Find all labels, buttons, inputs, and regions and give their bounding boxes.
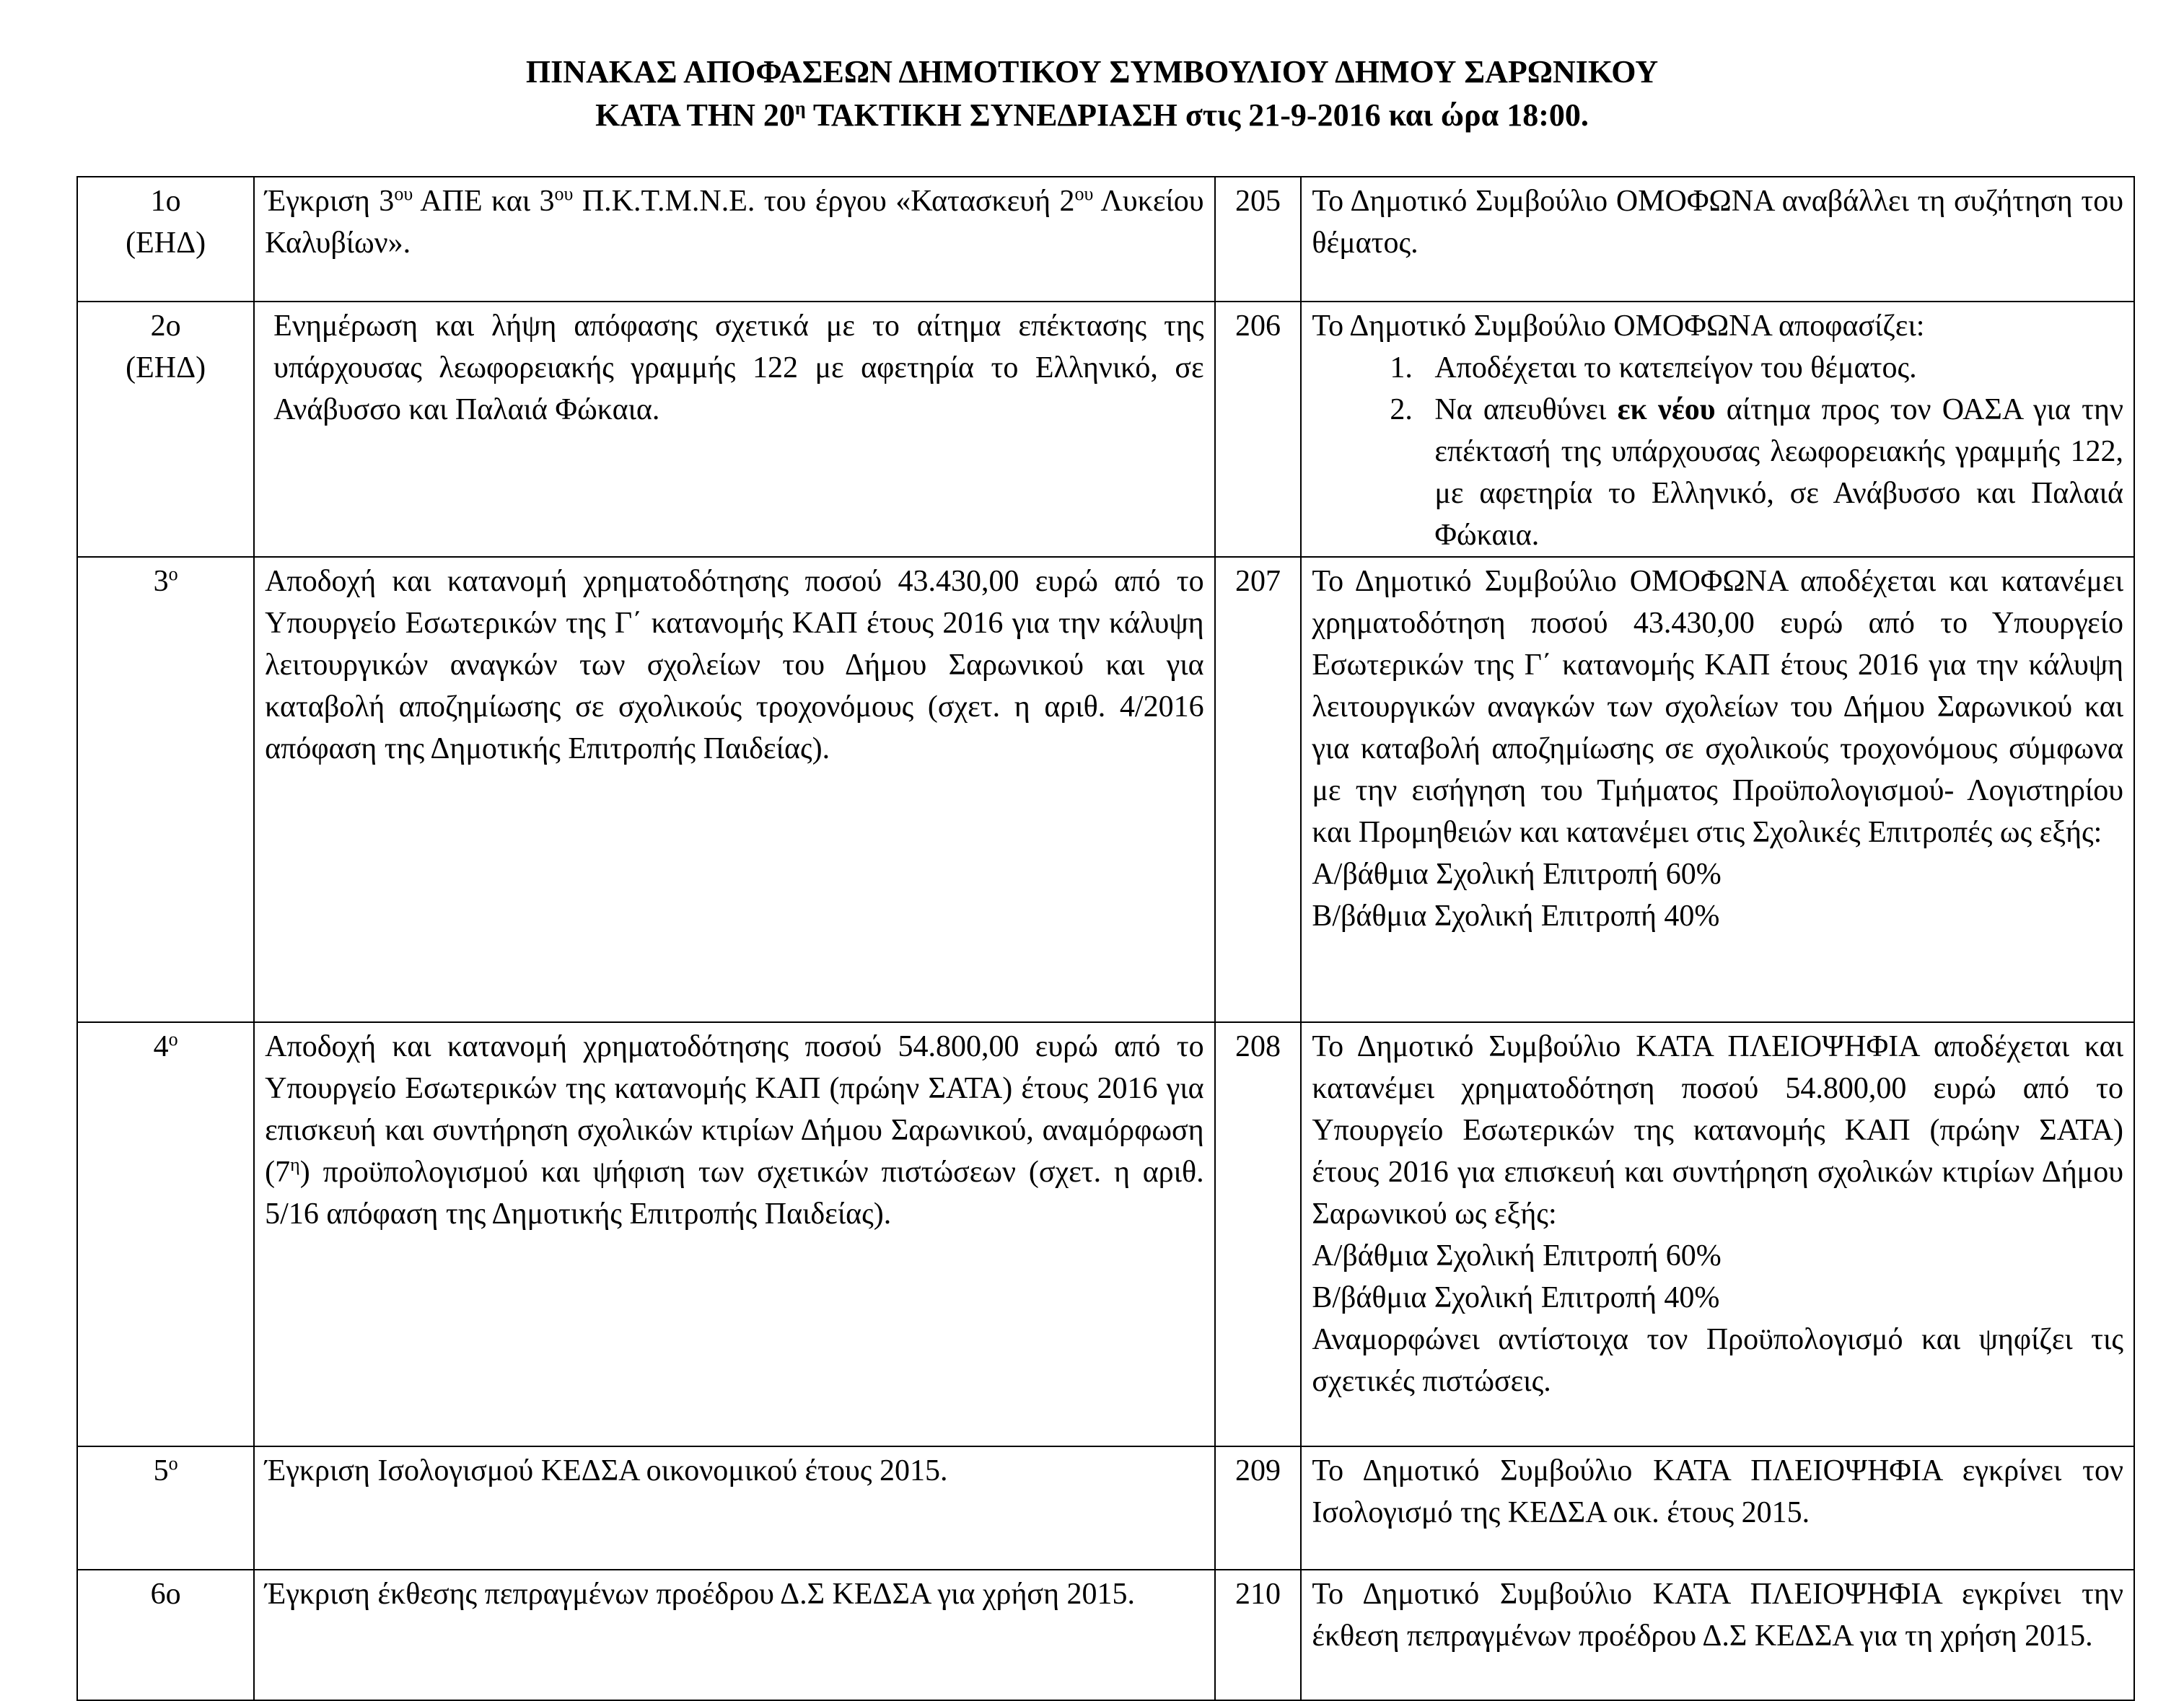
title-line-1: ΠΙΝΑΚΑΣ ΑΠΟΦΑΣΕΩΝ ΔΗΜΟΤΙΚΟΥ ΣΥΜΒΟΥΛΙΟΥ ΔΗΜΟΥ ΣΑΡΩΝΙΚΟΥ — [525, 54, 1659, 89]
item-subject: Έγκριση έκθεσης πεπραγμένων προέδρου Δ.Σ ΚΕΔΣΑ για χρήση 2015. — [254, 1570, 1214, 1700]
item-number-sup: ο — [168, 1029, 178, 1050]
item-subject — [254, 177, 1214, 302]
item-number-sup: ο — [168, 1453, 178, 1474]
item-urgent-tag: (ΕΗΔ) — [126, 227, 206, 260]
subject-text: Έγκριση 3 — [265, 185, 395, 218]
allocation-primary: Α/βάθμια Σχολική Επιτροπή 60% — [1312, 1239, 1722, 1273]
item-subject — [254, 1022, 1214, 1446]
table-row — [77, 1022, 2134, 1446]
decision-number: 208 — [1215, 1022, 1302, 1446]
decision-text: Το Δημοτικό Συμβούλιο ΚΑΤΑ ΠΛΕΙΟΨΗΦΙΑ εγκρίνει την έκθεση πεπραγμένων προέδρου Δ.Σ ΚΕΔΣΑ για τη χρήση 2015. — [1301, 1570, 2134, 1700]
item-number-label: 1ο — [150, 185, 181, 218]
item-number — [77, 177, 254, 302]
budget-amendment: Αναμορφώνει αντίστοιχα τον Προϋπολογισμό και ψηφίζει τις σχετικές πιστώσεις. — [1312, 1323, 2123, 1398]
item-number: 6ο — [77, 1570, 254, 1700]
decision-body: Το Δημοτικό Συμβούλιο ΚΑΤΑ ΠΛΕΙΟΨΗΦΙΑ αποδέχεται και κατανέμει χρηματοδότηση ποσού 54.800,00 ευρώ από το Υπουργείο Εσωτερικών της κατανομής ΚΑΠ (πρώην ΣΑΤΑ) έτους 2016 για επισκευή και συντήρηση σχολικών κτιρίων Δήμου Σαρωνικού ως εξής: — [1312, 1030, 2123, 1231]
subject-text: Π.Κ.Τ.Μ.Ν.Ε. του έργου «Κατασκευή 2 — [573, 185, 1075, 218]
decision-item-emphasis: εκ νέου — [1617, 393, 1716, 426]
title-line-2 — [0, 94, 2184, 137]
decision-item-text: αίτημα προς τον ΟΑΣΑ για την επέκτασή της υπάρχουσας λεωφορειακής γραμμής 122, με αφετηρία το Ελληνικό, σε Ανάβυσσο και Παλαιά Φώκαια. — [1434, 393, 2123, 552]
item-number-label: 3 — [153, 565, 169, 598]
allocation-secondary: Β/βάθμια Σχολική Επιτροπή 40% — [1312, 1281, 1720, 1314]
item-number-label: 5 — [153, 1454, 169, 1487]
subject-text: Λυκείου Καλυβίων». — [265, 185, 1204, 260]
title-ordinal-sup: η — [794, 97, 806, 119]
item-subject: Αποδοχή και κατανομή χρηματοδότησης ποσού 43.430,00 ευρώ από το Υπουργείο Εσωτερικών της Γ΄ κατανομής ΚΑΠ έτους 2016 για την κάλυψη λειτουργικών αναγκών των σχολείων του Δήμου Σαρωνικού και για καταβολή αποζημίωσης σε σχολικούς τροχονόμους (σχετ. η αριθ. 4/2016 απόφαση της Δημοτικής Επιτροπής Παιδείας). — [254, 557, 1214, 1022]
decision-number: 209 — [1215, 1446, 1302, 1570]
decision-number: 206 — [1215, 302, 1302, 557]
decision-number: 205 — [1215, 177, 1302, 302]
item-subject: Έγκριση Ισολογισμού ΚΕΔΣΑ οικονομικού έτους 2015. — [254, 1446, 1214, 1570]
table-row — [77, 177, 2134, 302]
item-number-label: 2ο — [150, 309, 181, 343]
title-line-2-end: ΤΑΚΤΙΚΗ ΣΥΝΕΔΡΙΑΣΗ στις 21-9-2016 και ώρα 18:00. — [805, 97, 1589, 133]
decision-item — [1420, 389, 2123, 556]
decision-item-text: Αποδέχεται το κατεπείγον του θέματος. — [1434, 351, 1917, 384]
table-row — [77, 1570, 2134, 1700]
decision-text — [1301, 557, 2134, 1022]
item-number-sup: ο — [168, 563, 178, 584]
decision-number: 210 — [1215, 1570, 1302, 1700]
table-row — [77, 302, 2134, 557]
table-row — [77, 1446, 2134, 1570]
decision-items-list — [1312, 347, 2123, 556]
item-number — [77, 302, 254, 557]
document-title — [0, 50, 2184, 137]
decision-body: Το Δημοτικό Συμβούλιο ΟΜΟΦΩΝΑ αποδέχεται και κατανέμει χρηματοδότηση ποσού 43.430,00 ευρώ από το Υπουργείο Εσωτερικών της Γ΄ κατανομής ΚΑΠ έτους 2016 για την κάλυψη λειτουργικών αναγκών των σχολείων του Δήμου Σαρωνικού και για καταβολή αποζημίωσης σε σχολικούς τροχονόμους σύμφωνα με την εισήγηση του Τμήματος Προϋπολογισμού- Λογιστηρίου και Προμηθειών και κατανέμει στις Σχολικές Επιτροπές ως εξής: — [1312, 565, 2123, 849]
item-subject: Ενημέρωση και λήψη απόφασης σχετικά με το αίτημα επέκτασης της υπάρχουσας λεωφορειακής γραμμής 122 με αφετηρία το Ελληνικό, σε Ανάβυσσο και Παλαιά Φώκαια. — [254, 302, 1214, 557]
allocation-secondary: Β/βάθμια Σχολική Επιτροπή 40% — [1312, 900, 1720, 933]
item-number-label: 4 — [153, 1030, 169, 1063]
item-number — [77, 1022, 254, 1446]
subject-sup: ου — [394, 183, 413, 204]
subject-sup: ου — [1074, 183, 1094, 204]
subject-sup: ου — [554, 183, 574, 204]
subject-text: Αποδοχή και κατανομή χρηματοδότησης ποσού 54.800,00 ευρώ από το Υπουργείο Εσωτερικών της κατανομής ΚΑΠ (πρώην ΣΑΤΑ) έτους 2016 για επισκευή και συντήρηση σχολικών κτιρίων Δήμου Σαρωνικού, αναμόρφωση (7 — [265, 1030, 1204, 1189]
decision-text: Το Δημοτικό Συμβούλιο ΚΑΤΑ ΠΛΕΙΟΨΗΦΙΑ εγκρίνει τον Ισολογισμό της ΚΕΔΣΑ οικ. έτους 2015. — [1301, 1446, 2134, 1570]
item-urgent-tag: (ΕΗΔ) — [126, 351, 206, 384]
decision-item — [1420, 347, 2123, 389]
decision-text — [1301, 1022, 2134, 1446]
table-row — [77, 557, 2134, 1022]
decisions-table — [76, 176, 2135, 1701]
subject-sup: η — [290, 1154, 300, 1175]
title-line-2-start: ΚΑΤΑ ΤΗΝ 20 — [595, 97, 795, 133]
decision-item-text: Να απευθύνει — [1434, 393, 1618, 426]
allocation-primary: Α/βάθμια Σχολική Επιτροπή 60% — [1312, 858, 1722, 891]
decision-intro: Το Δημοτικό Συμβούλιο ΟΜΟΦΩΝΑ αποφασίζει: — [1312, 309, 1925, 343]
subject-text: ΑΠΕ και 3 — [413, 185, 555, 218]
item-number — [77, 557, 254, 1022]
item-number — [77, 1446, 254, 1570]
decision-text — [1301, 302, 2134, 557]
subject-text: ) προϋπολογισμού και ψήφιση των σχετικών πιστώσεων (σχετ. η αριθ. 5/16 απόφαση της Δημοτικής Επιτροπής Παιδείας). — [265, 1156, 1204, 1231]
decision-number: 207 — [1215, 557, 1302, 1022]
decision-text: Το Δημοτικό Συμβούλιο ΟΜΟΦΩΝΑ αναβάλλει τη συζήτηση του θέματος. — [1301, 177, 2134, 302]
